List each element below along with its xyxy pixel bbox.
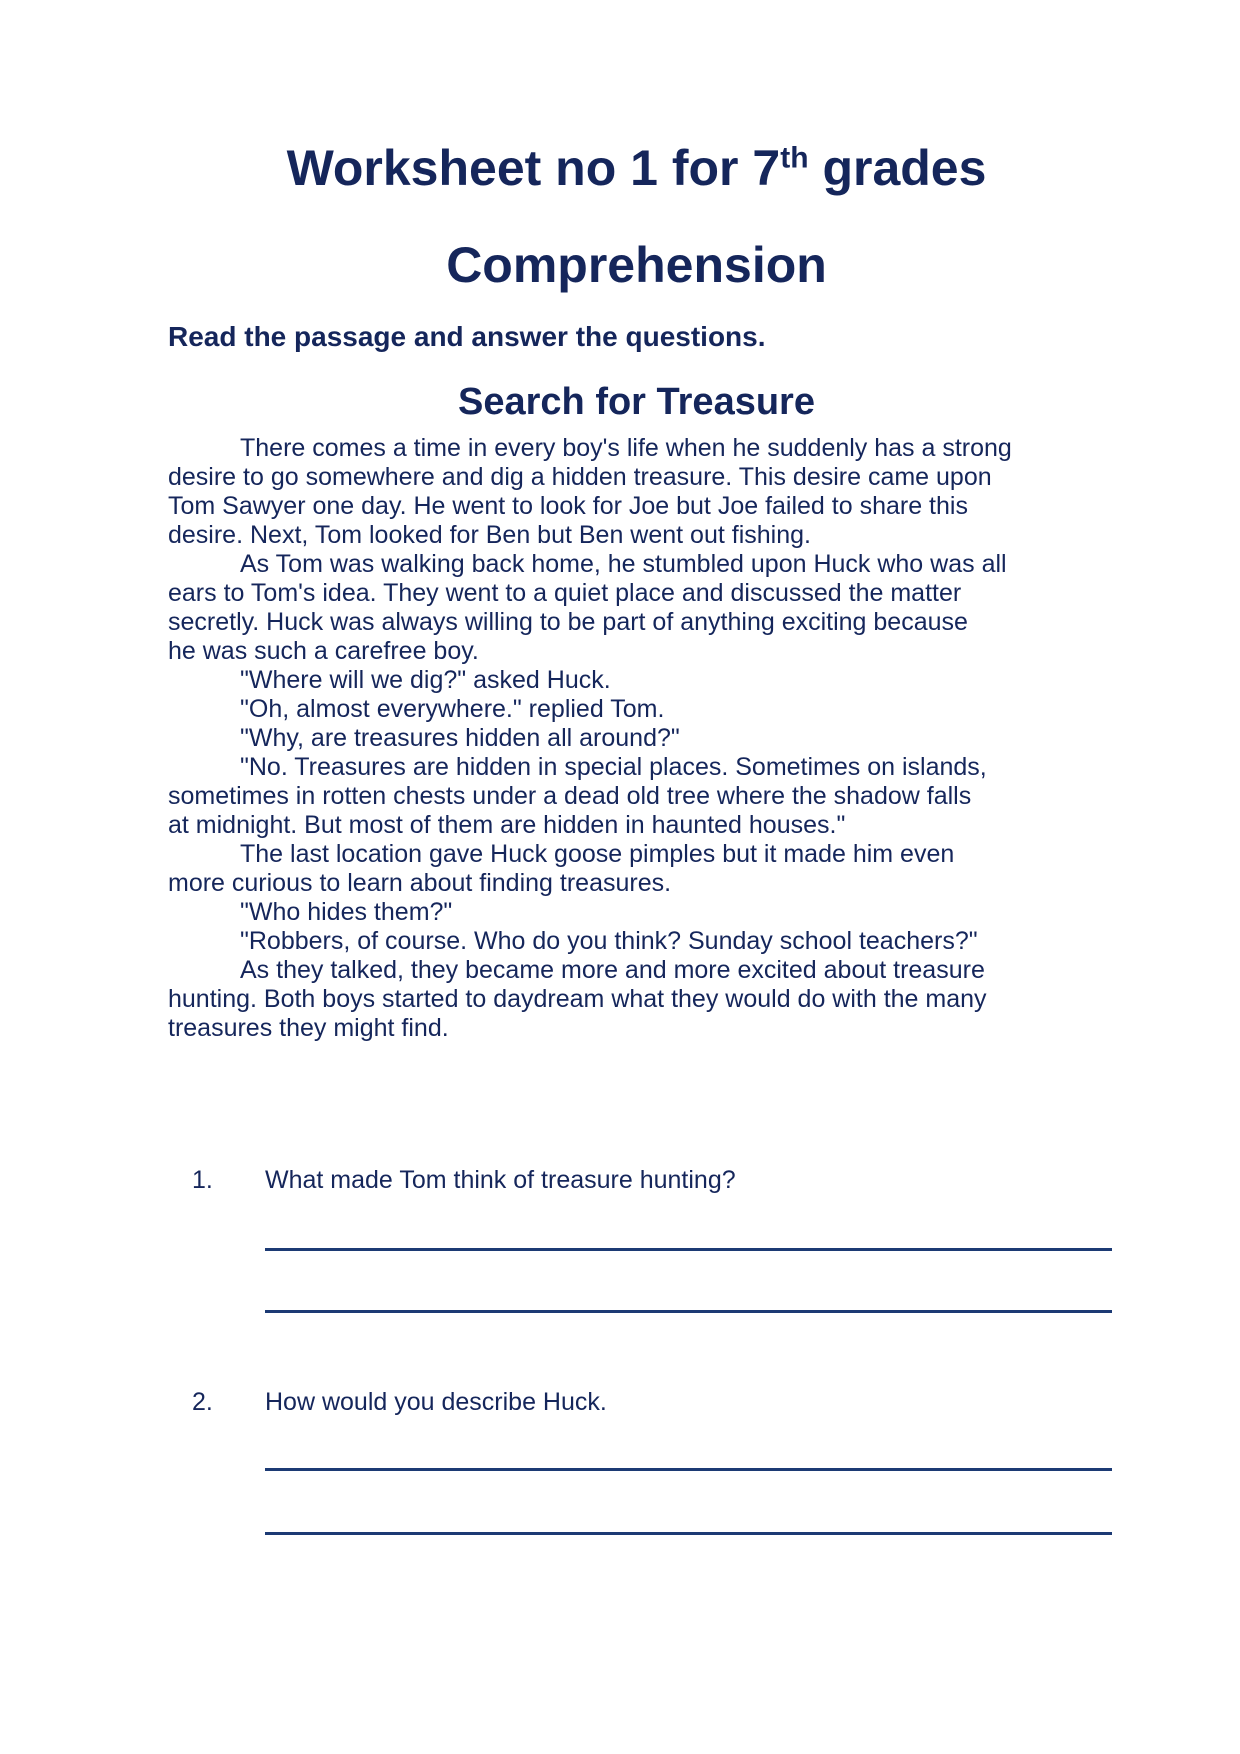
- passage-title: Search for Treasure: [458, 381, 815, 423]
- answer-line: [265, 1248, 1112, 1251]
- page-subtitle: Comprehension: [446, 237, 827, 293]
- passage-line: ears to Tom's idea. They went to a quiet place and discussed the matter: [168, 579, 962, 607]
- passage-line: "Who hides them?": [240, 898, 453, 926]
- worksheet-content: [168, 138, 1105, 1535]
- passage-line: sometimes in rotten chests under a dead old tree where the shadow falls: [168, 782, 972, 810]
- question-1-text: What made Tom think of treasure hunting?: [265, 1166, 736, 1194]
- passage-line: desire to go somewhere and dig a hidden treasure. This desire came upon: [168, 463, 992, 491]
- passage-line: treasures they might find.: [168, 1014, 449, 1042]
- page-title-superscript: th: [780, 141, 809, 175]
- passage-line: "Robbers, of course. Who do you think? Sunday school teachers?": [240, 927, 978, 955]
- page-title-suffix: grades: [808, 140, 987, 196]
- page-title-text: Worksheet no 1 for 7: [286, 140, 781, 196]
- passage-line: secretly. Huck was always willing to be part of anything exciting because: [168, 608, 968, 636]
- passage-line: hunting. Both boys started to daydream what they would do with the many: [168, 985, 987, 1013]
- passage-line: "No. Treasures are hidden in special places. Sometimes on islands,: [240, 753, 987, 781]
- passage-body: [168, 434, 1105, 1043]
- passage-line: There comes a time in every boy's life when he suddenly has a strong: [240, 434, 1012, 462]
- passage-line: he was such a carefree boy.: [168, 637, 479, 665]
- answer-line: [265, 1468, 1112, 1471]
- passage-line: "Oh, almost everywhere." replied Tom.: [240, 695, 665, 723]
- passage-line: As Tom was walking back home, he stumbled upon Huck who was all: [240, 550, 1007, 578]
- passage-line: "Where will we dig?" asked Huck.: [240, 666, 611, 694]
- answer-line: [265, 1310, 1112, 1313]
- question-2: [168, 1388, 1105, 1417]
- passage-line: The last location gave Huck goose pimples but it made him even: [240, 840, 955, 868]
- passage-line: more curious to learn about finding treasures.: [168, 869, 672, 897]
- question-1-number: 1.: [192, 1166, 213, 1194]
- question-1: [168, 1166, 1105, 1195]
- passage-line: Tom Sawyer one day. He went to look for Joe but Joe failed to share this: [168, 492, 968, 520]
- passage-line: "Why, are treasures hidden all around?": [240, 724, 680, 752]
- answer-line: [265, 1532, 1112, 1535]
- question-2-number: 2.: [192, 1388, 213, 1416]
- page-title: [168, 138, 1105, 198]
- passage-line: at midnight. But most of them are hidden in haunted houses.": [168, 811, 846, 839]
- passage-line: As they talked, they became more and more excited about treasure: [240, 956, 985, 984]
- question-2-text: How would you describe Huck.: [265, 1388, 607, 1416]
- passage-line: desire. Next, Tom looked for Ben but Ben went out fishing.: [168, 521, 811, 549]
- instruction-text: Read the passage and answer the questions.: [168, 321, 766, 352]
